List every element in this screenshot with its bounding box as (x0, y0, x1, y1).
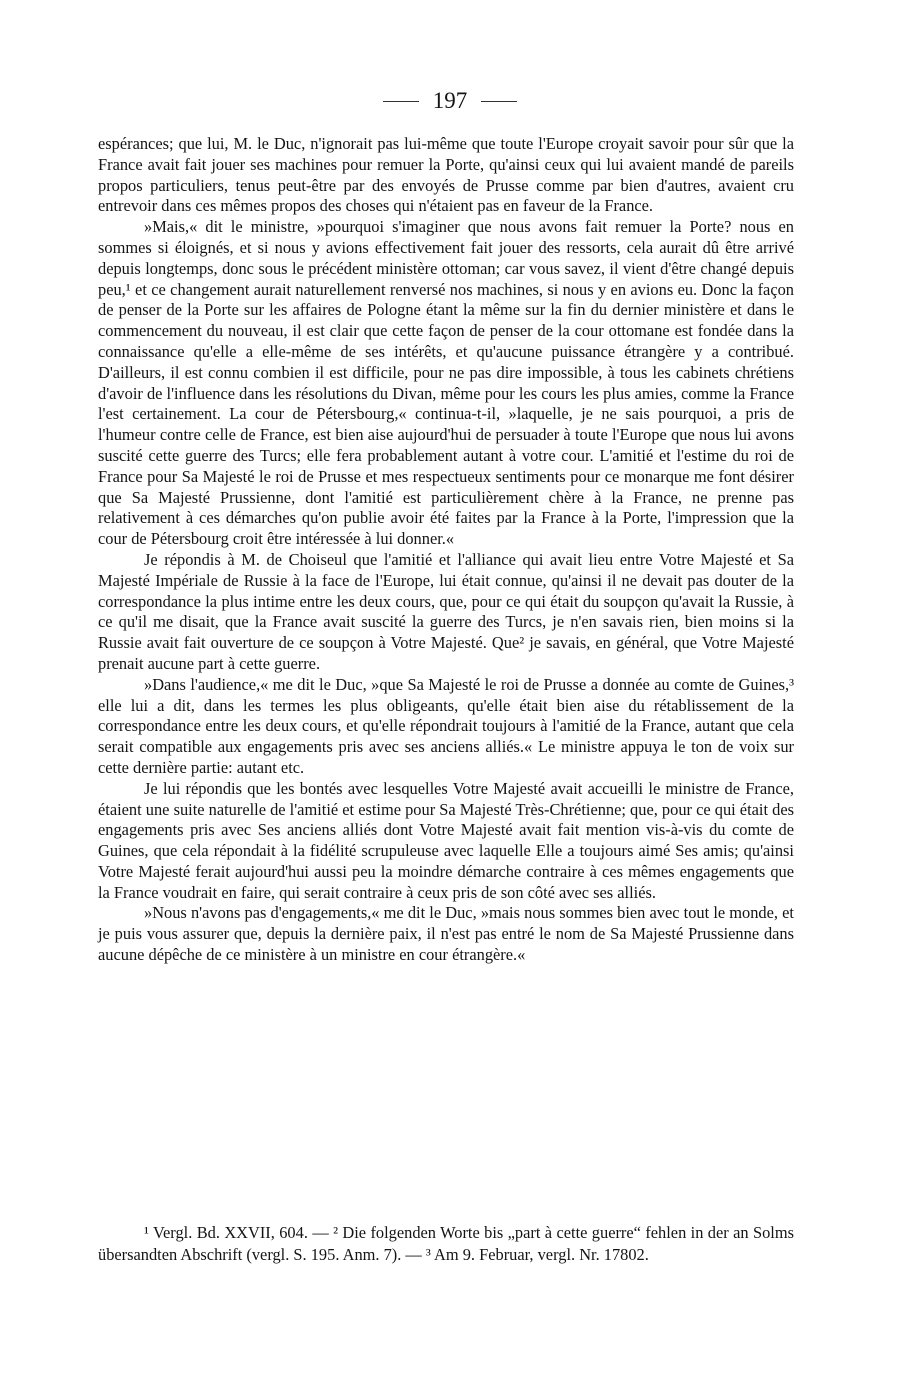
paragraph-minister-reply: »Mais,« dit le ministre, »pourquoi s'imaginer que nous avons fait remuer la Porte? nous en sommes si éloignés, et si nous y avions effectivement fait jouer des ressorts, cela aurait dû être arrivé depuis longtemps, donc sous le précédent ministère ottoman; car vous savez, il vient d'être changé depuis peu,¹ et ce changement aurait naturellement renversé nos machines, si nous y en avions eu. Donc la façon de penser de la Porte sur les affaires de Pologne étant la même sur la fin du dernier ministère et dans le commencement du nouveau, il est clair que cette façon de penser de la cour ottomane est fondée dans la connaissance qu'elle a elle-même de ses intérêts, et qu'aucune puissance étrangère y a contribué. D'ailleurs, il est connu combien il est difficile, pour ne pas dire impossible, à tous les cabinets chrétiens d'avoir de l'influence dans les résolutions du Divan, même pour les cours les plus amies, comme la France l'est certainement. La cour de Pétersbourg,« continua-t-il, »laquelle, je ne sais pourquoi, a pris de l'humeur contre celle de France, est bien aise aujourd'hui de persuader à toute l'Europe que nous lui avons suscité cette guerre des Turcs; elle fera probablement autant à votre cour. L'amitié et l'estime du roi de France pour Sa Majesté le roi de Prusse et mes respectueux sentiments pour ce monarque me font désirer que Sa Majesté Prussienne, dont l'amitié est particulièrement chère à la France, ne prenne pas relativement à ces démarches qu'on publie avoir été faites par la France à la Porte, l'impression que la cour de Pétersbourg croit être intéressée à lui donner.« (98, 217, 794, 549)
paragraph-audience: »Dans l'audience,« me dit le Duc, »que Sa Majesté le roi de Prusse a donnée au comte de Guines,³ elle lui a dit, dans les termes les plus obligeants, qu'elle était bien aise du rétablissement de la correspondance entre les deux cours, et qu'elle répondrait toujours à l'amitié de la France, autant que cela serait compatible aux engagements pris avec ses anciens alliés.« Le ministre appuya le ton de voix sur cette dernière partie: autant etc. (98, 674, 794, 777)
page-header (0, 88, 900, 114)
body-text (98, 134, 794, 966)
paragraph-response-engagements: Je lui répondis que les bontés avec lesquelles Votre Majesté avait accueilli le ministre de France, étaient une suite naturelle de l'amitié et estime pour Sa Majesté Très-Chrétienne; que, pour ce qui était des engagements pris avec Ses anciens alliés dont Votre Majesté avait fait mention vis-à-vis du comte de Guines, que cela répondait à la fidélité scrupuleuse avec laquelle Elle a toujours aimé Ses amis; qu'ainsi Votre Majesté ferait aujourd'hui aussi peu la moindre démarche contraire à ces mêmes engagements que la France voudrait en faire, qui serait contraire à ceux pris de son côté avec ses alliés. (98, 778, 794, 902)
footnote-text: ¹ Vergl. Bd. XXVII, 604. — ² Die folgenden Worte bis „part à cette guerre“ fehlen in der an Solms übersandten Abschrift (vergl. S. 195. Anm. 7). — ³ Am 9. Februar, vergl. Nr. 17802. (98, 1223, 794, 1264)
header-rule-right (481, 101, 517, 102)
paragraph-continuation: espérances; que lui, M. le Duc, n'ignorait pas lui-même que toute l'Europe croyait savoir pour sûr que la France avait fait jouer ses machines pour remuer la Porte, qu'ainsi ceux qui lui avaient mandé de pareils propos particuliers, tenus peut-être par des envoyés de Prusse comme par bien d'autres, avaient cru entrevoir dans ces mêmes propos des choses qui n'étaient pas en faveur de la France. (98, 134, 794, 216)
paragraph-reply-to-choiseul: Je répondis à M. de Choiseul que l'amitié et l'alliance qui avait lieu entre Votre Majesté et Sa Majesté Impériale de Russie à la face de l'Europe, lui était connue, qu'ainsi il ne devait pas douter de la correspondance la plus intime entre les deux cours, que, pour ce qui était du soupçon qu'avait la Russie, à ce qu'il me disait, que la France avait suscité la guerre des Turcs, je n'en savais rien, bien moins si la Russie avait fait ouverture de ce soupçon à Votre Majesté. Que² je savais, en général, que Votre Majesté prenait aucune part à cette guerre. (98, 549, 794, 673)
paragraph-no-engagements: »Nous n'avons pas d'engagements,« me dit le Duc, »mais nous sommes bien avec tout le monde, et je puis vous assurer que, depuis la dernière paix, il n'est pas entré le nom de Sa Majesté Prussienne dans aucune dépêche de ce ministère à un ministre en cour étrangère.« (98, 903, 794, 965)
page-number: 197 (432, 88, 468, 113)
footnotes (98, 1222, 794, 1265)
header-rule-left (383, 101, 419, 102)
